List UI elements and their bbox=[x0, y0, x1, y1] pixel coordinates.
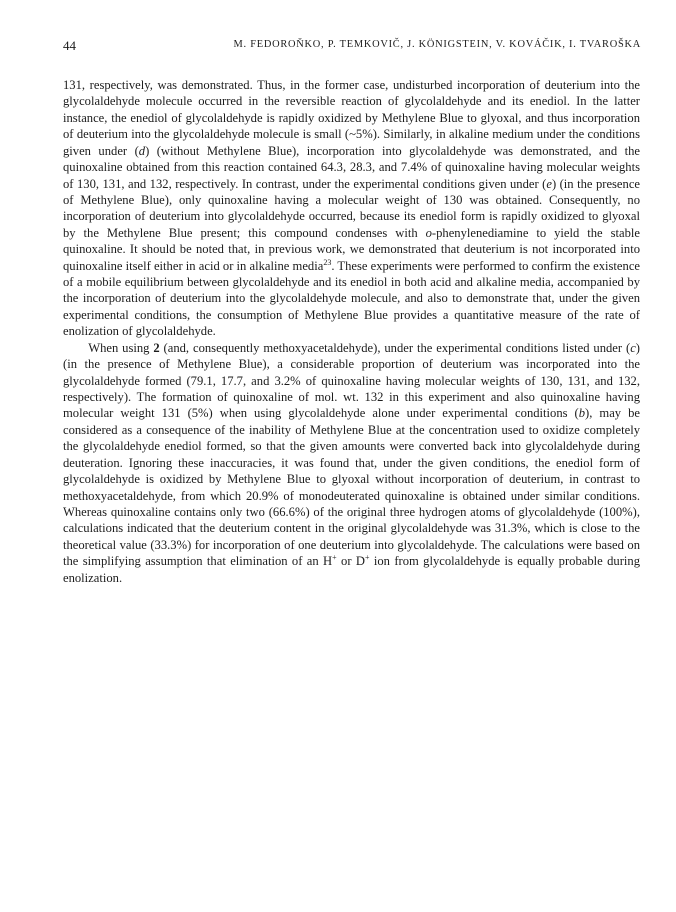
text-run: When using bbox=[88, 340, 154, 355]
text-run: ion from glycolaldehyde is equally probable during enolization. bbox=[63, 554, 640, 585]
bold-text: 2 bbox=[153, 340, 160, 355]
superscript: 23 bbox=[323, 257, 332, 267]
italic-text: b bbox=[578, 406, 586, 421]
paragraph-1 bbox=[63, 77, 640, 340]
italic-text: d bbox=[138, 143, 146, 158]
text-run: ) (without Methylene Blue), incorporation into glycolaldehyde was demonstrated, and the quinoxaline obtained from this reaction contained 64.3, 28.3, and 7.4% of quinoxaline having molecular weights of 130, 131, and 132, respectively. In contrast, under the experimental conditions given under ( bbox=[63, 143, 640, 191]
paragraph-2 bbox=[63, 340, 640, 586]
text-run: ) (in the presence of Methylene Blue), only quinoxaline having a molecular weight of 130 was obtained. Consequently, no incorporation of deuterium into glycolaldehyde occurred, because its enediol form is rapidly oxidized to glyoxal by the Methylene Blue present; this compound condenses with bbox=[63, 176, 641, 240]
text-run: (and, consequently methoxyacetaldehyde), under the experimental conditions listed under ( bbox=[159, 340, 631, 355]
superscript: + bbox=[364, 553, 370, 563]
superscript: + bbox=[332, 553, 337, 563]
body-text bbox=[63, 77, 640, 586]
text-run: . These experiments were performed to confirm the existence of a mobile equilibrium between glycolaldehyde and its enediol in both acid and alkaline media, accompanied by the incorporation of deuterium into the glycolaldehyde molecule, and also to demonstrate that, under the given experimental conditions, the consumption of Methylene Blue provides a quantitative measure of the rate of enolization of glycolaldehyde. bbox=[63, 258, 641, 339]
page-number: 44 bbox=[63, 38, 76, 53]
running-head bbox=[63, 38, 641, 54]
italic-text: o bbox=[425, 225, 432, 240]
italic-text: e bbox=[546, 176, 552, 191]
text-run: or D bbox=[336, 554, 365, 569]
text-run: 131, respectively, was demonstrated. Thus, in the former case, undisturbed incorporation of deuterium into the glycolaldehyde molecule occurred in the reversible reaction of glycolaldehyde and its enediol. In the latter instance, the enediol of glycolaldehyde is rapidly oxidized by Methylene Blue to glyoxal, and thus incorporation of deuterium into the glycolaldehyde molecule is small (~5%). Similarly, in alkaline medium under the conditions given under ( bbox=[63, 78, 640, 158]
text-run: ), may be considered as a consequence of the inability of Methylene Blue at the concentration used to oxidize completely the glycolaldehyde enediol formed, so that the given amounts were converted back into glycolaldehyde during deuteration. Ignoring these inaccuracies, it was found that, under the given conditions, the enediol form of glycolaldehyde is oxidized by Methylene Blue to glyoxal without incorporation of deuterium, in contrast to methoxyacetaldehyde, from which 20.9% of monodeuterated quinoxaline is obtained under similar conditions. Whereas quinoxaline contains only two (66.6%) of the original three hydrogen atoms of glycolaldehyde (100%), calculations indicated that the deuterium content in the original glycolaldehyde was 31.3%, which is close to the theoretical value (33.3%) for incorporation of one deuterium into glycolaldehyde. The calculations were based on the simplifying assumption that elimination of an H bbox=[63, 406, 640, 569]
italic-text: c bbox=[630, 340, 636, 355]
text-run: -phenylenediamine to yield the stable quinoxaline. It should be noted that, in previous work, we demonstrated that deuterium is not incorporated into quinoxaline itself either in acid or in alkaline media bbox=[63, 225, 640, 273]
text-run: ) (in the presence of Methylene Blue), a considerable proportion of deuterium was incorporated into the glycolaldehyde formed (79.1, 17.7, and 3.2% of quinoxaline having molecular weights of 130, 131, and 132, respectively). The formation of quinoxaline of mol. wt. 132 in this experiment and also quinoxaline having molecular weight 131 (5%) when using glycolaldehyde alone under experimental conditions ( bbox=[63, 340, 640, 421]
running-head-authors: M. FEDOROŇKO, P. TEMKOVIČ, J. KÖNIGSTEIN, V. KOVÁČIK, I. TVAROŠKA bbox=[233, 39, 641, 50]
